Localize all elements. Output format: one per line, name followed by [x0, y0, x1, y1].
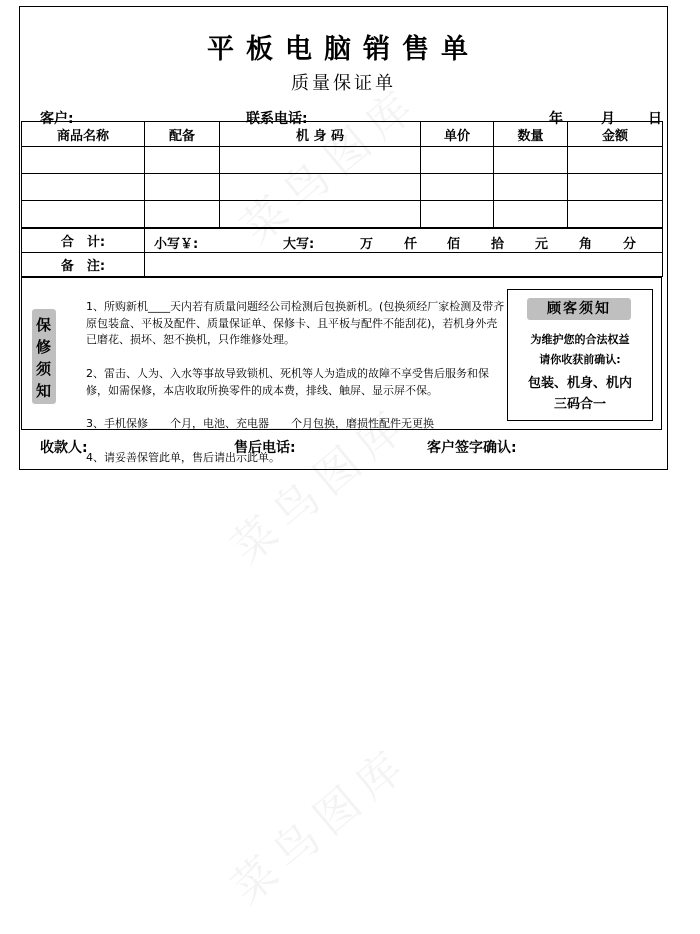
cell-quantity[interactable] — [494, 201, 568, 229]
remark-cell[interactable] — [145, 253, 663, 277]
customer-notice-title: 顾客须知 — [527, 298, 631, 320]
year-label: 年 — [549, 111, 563, 127]
unit-yuan: 元 — [535, 237, 549, 252]
table-row — [22, 201, 663, 229]
cell-quantity[interactable] — [494, 174, 568, 201]
term-item: 3、手机保修____个月，电池、充电器____个月包换，磨损性配件无更换 — [86, 417, 434, 431]
warranty-tag — [32, 309, 56, 404]
cell-product-name[interactable] — [22, 201, 145, 229]
cell-accessories[interactable] — [145, 201, 220, 229]
header-quantity: 数量 — [494, 122, 568, 147]
cell-amount[interactable] — [568, 201, 663, 229]
cell-unit-price[interactable] — [421, 147, 494, 174]
tag-char: 知 — [36, 382, 52, 400]
payee-label: 收款人: — [40, 440, 88, 456]
form-title: 平板电脑销售单 — [207, 34, 480, 65]
header-unit-price: 单价 — [421, 122, 494, 147]
month-label: 月 — [601, 111, 615, 127]
cell-accessories[interactable] — [145, 147, 220, 174]
cell-accessories[interactable] — [145, 174, 220, 201]
small-amount-label: 小写￥: — [154, 237, 199, 252]
cell-serial-code[interactable] — [220, 147, 421, 174]
total-amount-cell[interactable] — [145, 228, 663, 253]
big-amount-label: 大写: — [283, 237, 315, 252]
customer-notice-line: 请你收获前确认: — [539, 353, 621, 366]
term-item: 2、雷击、人为、入水等事故导致锁机、死机等人为造成的故障不享受售后服务和保修，如需保修，本店收取所换零件的成本费，排线、触屏、显示屏不保。 — [86, 366, 489, 397]
customer-notice-box — [507, 289, 653, 421]
cell-serial-code[interactable] — [220, 174, 421, 201]
cell-product-name[interactable] — [22, 174, 145, 201]
header-accessories: 配备 — [145, 122, 220, 147]
unit-fen: 分 — [623, 237, 637, 252]
watermark — [215, 728, 422, 916]
header-serial-code: 机 身 码 — [220, 122, 421, 147]
cell-unit-price[interactable] — [421, 174, 494, 201]
unit-bai: 佰 — [447, 237, 461, 252]
total-row — [22, 228, 663, 253]
term-item: 4、请妥善保管此单，售后请出示此单。 — [86, 450, 280, 464]
day-label: 日 — [648, 111, 662, 127]
cell-amount[interactable] — [568, 147, 663, 174]
service-phone-label: 售后电话: — [234, 440, 296, 456]
total-label: 合 计: — [22, 228, 145, 253]
table-row — [22, 147, 663, 174]
unit-shi: 拾 — [491, 237, 505, 252]
phone-label: 联系电话: — [246, 111, 308, 127]
sales-table — [21, 121, 663, 277]
table-row — [22, 174, 663, 201]
unit-qian: 仟 — [404, 237, 418, 252]
customer-notice-line: 三码合一 — [553, 397, 606, 412]
tag-char: 保 — [36, 316, 52, 334]
header-amount: 金额 — [568, 122, 663, 147]
cell-product-name[interactable] — [22, 147, 145, 174]
cell-unit-price[interactable] — [421, 201, 494, 229]
unit-wan: 万 — [360, 237, 374, 252]
tag-char: 须 — [36, 360, 52, 378]
remark-row — [22, 253, 663, 277]
cell-quantity[interactable] — [494, 147, 568, 174]
customer-notice-line: 包装、机身、机内 — [527, 376, 632, 391]
form-subtitle: 质量保证单 — [291, 73, 396, 94]
remark-label: 备 注: — [22, 253, 145, 277]
tag-char: 修 — [36, 338, 52, 356]
term-item: 1、所购新机____天内若有质量问题经公司检测后包换新机。(包换须经厂家检测及带齐原包装盒、平板及配件、质量保证单、保修卡、且平板与配件不能刮花)，若机身外壳已磨花、损坏、恕不换机，只作维修处理。 — [86, 299, 505, 347]
table-header-row — [22, 122, 663, 147]
signature-label: 客户签字确认: — [427, 440, 517, 456]
customer-label: 客户: — [40, 111, 74, 127]
customer-notice-line: 为维护您的合法权益 — [530, 333, 630, 346]
cell-amount[interactable] — [568, 174, 663, 201]
cell-serial-code[interactable] — [220, 201, 421, 229]
header-product-name: 商品名称 — [22, 122, 145, 147]
unit-jiao: 角 — [579, 237, 593, 252]
